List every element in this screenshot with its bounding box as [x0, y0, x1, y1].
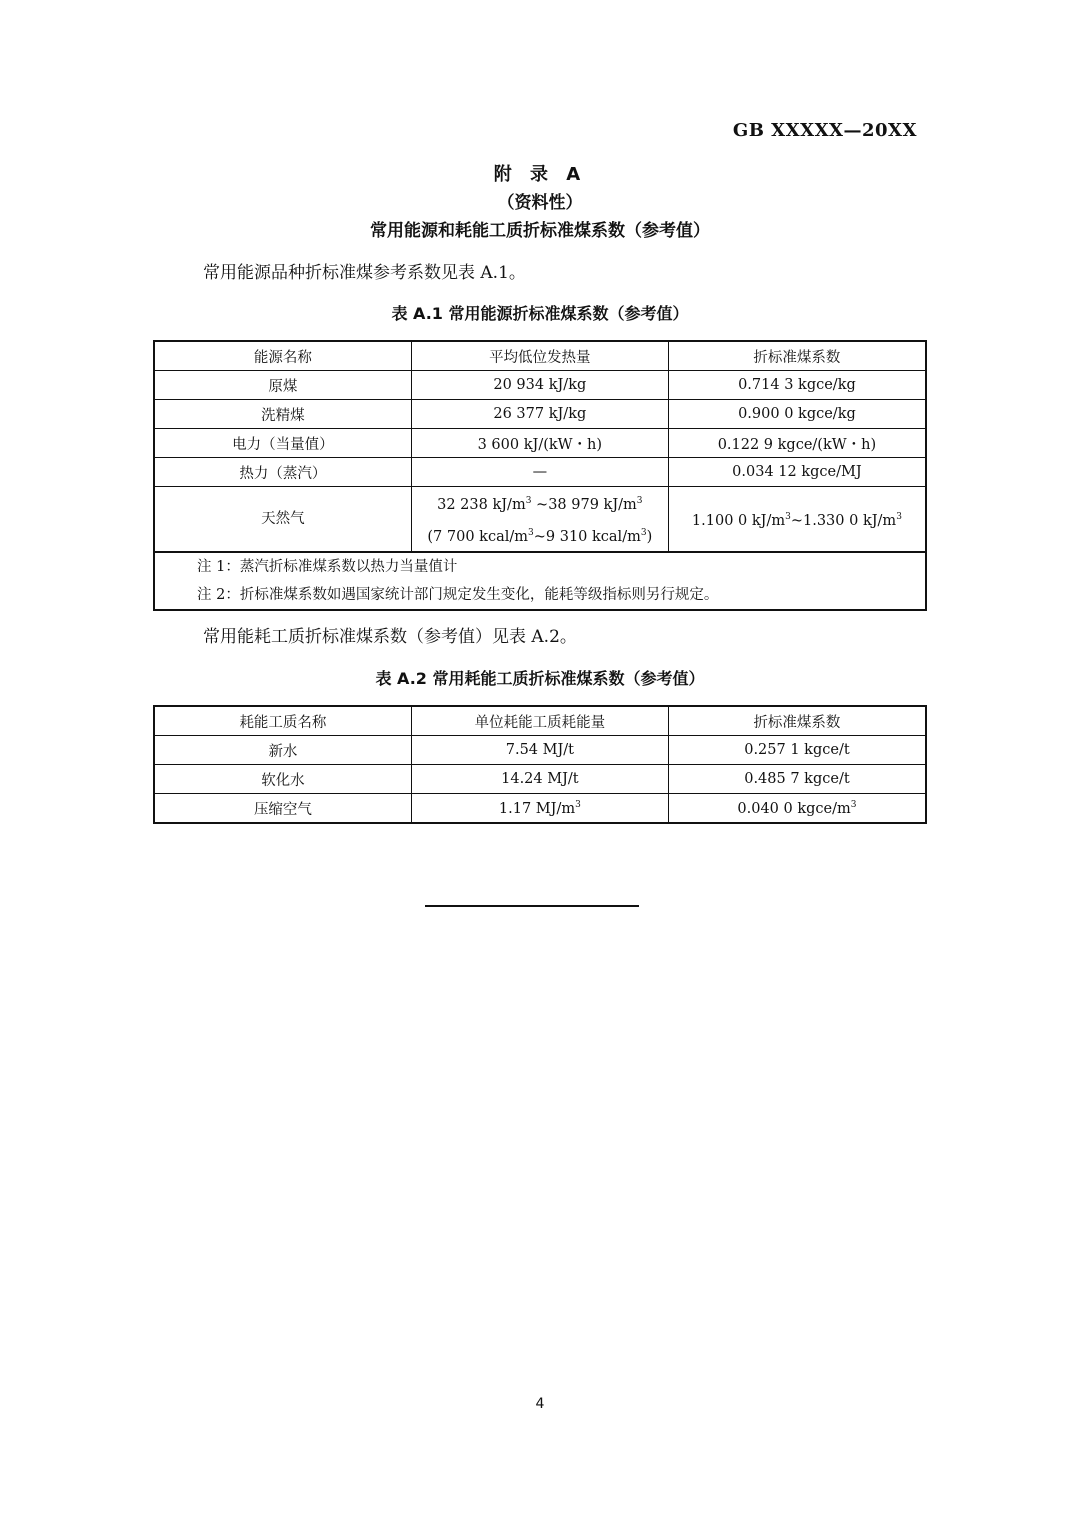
appendix-nature: （资料性） [497, 193, 583, 213]
table-header-row [154, 706, 926, 736]
header-cell: 折标准煤系数 [668, 706, 926, 736]
appendix-subject: 常用能源和耗能工质折标准煤系数（参考值） [370, 221, 710, 241]
table-header-row [154, 341, 926, 371]
table-cell: 0.257 1 kgce/t [668, 736, 926, 765]
table-cell: 压缩空气 [154, 794, 411, 824]
table-cell: 电力（当量值） [154, 429, 411, 458]
table-notes [154, 552, 926, 610]
table-cell: 7.54 MJ/t [411, 736, 668, 765]
table-cell: 洗精煤 [154, 400, 411, 429]
table-row [154, 794, 926, 824]
intro-paragraph-2: 常用能耗工质折标准煤系数（参考值）见表 A.2。 [203, 627, 577, 647]
table-cell-gas-coef: 1.100 0 $kJ/m^3\sim 1.330$ 0 $kJ/m^3$ [668, 487, 926, 552]
table-cell: 0.485 7 kgce/t [668, 765, 926, 794]
table-row-natural-gas [154, 487, 926, 552]
note-1: 注 1：蒸汽折标准煤系数以热力当量值计 [197, 558, 458, 575]
table-a1-caption: 表 A.1 常用能源折标准煤系数（参考值） [391, 304, 689, 323]
table-cell: 天然气 [154, 487, 411, 552]
table-cell: 0.040 0 kgce/$m^3$ [668, 794, 926, 824]
table-cell: 热力（蒸汽） [154, 458, 411, 487]
table-row [154, 400, 926, 429]
table-cell: 0.714 3 kgce/kg [668, 371, 926, 400]
header-cell: 单位耗能工质耗能量 [411, 706, 668, 736]
table-cell: 26 377 kJ/kg [411, 400, 668, 429]
table-cell: 20 934 kJ/kg [411, 371, 668, 400]
table-cell: 原煤 [154, 371, 411, 400]
table-row [154, 429, 926, 458]
note-2: 注 2：折标准煤系数如遇国家统计部门规定发生变化，能耗等级指标则另行规定。 [197, 586, 719, 603]
table-cell: 新水 [154, 736, 411, 765]
table-notes-row [154, 552, 926, 610]
table-a2 [153, 705, 927, 824]
table-cell: — [411, 458, 668, 487]
end-rule [425, 905, 639, 907]
table-a1 [153, 340, 927, 611]
header-cell: 耗能工质名称 [154, 706, 411, 736]
intro-paragraph-1: 常用能源品种折标准煤参考系数见表 A.1。 [203, 263, 526, 283]
table-a2-caption: 表 A.2 常用耗能工质折标准煤系数（参考值） [375, 669, 705, 688]
table-cell: 软化水 [154, 765, 411, 794]
table-row [154, 371, 926, 400]
table-row [154, 765, 926, 794]
page-number: 4 [535, 1396, 545, 1412]
table-cell: 14.24 MJ/t [411, 765, 668, 794]
table-row [154, 736, 926, 765]
table-cell: 0.900 0 kgce/kg [668, 400, 926, 429]
header-cell: 能源名称 [154, 341, 411, 371]
header-cell: 折标准煤系数 [668, 341, 926, 371]
table-row [154, 458, 926, 487]
appendix-title: 附 录 A [493, 164, 587, 185]
header-cell: 平均低位发热量 [411, 341, 668, 371]
table-cell: 0.122 9 kgce/(kW・h) [668, 429, 926, 458]
table-cell: 1.17 $MJ/m^3$ [411, 794, 668, 824]
table-cell: 3 600 kJ/(kW・h) [411, 429, 668, 458]
standard-code: GB XXXXX—20XX [732, 120, 917, 141]
table-cell-gas-heat: 32 238 $kJ/m^3$ ~38 979 $kJ/m^3$ (7 700 kcal/$m^3\sim 9$ 310 kcal/$m^3$) [411, 487, 668, 552]
table-cell: 0.034 12 kgce/MJ [668, 458, 926, 487]
